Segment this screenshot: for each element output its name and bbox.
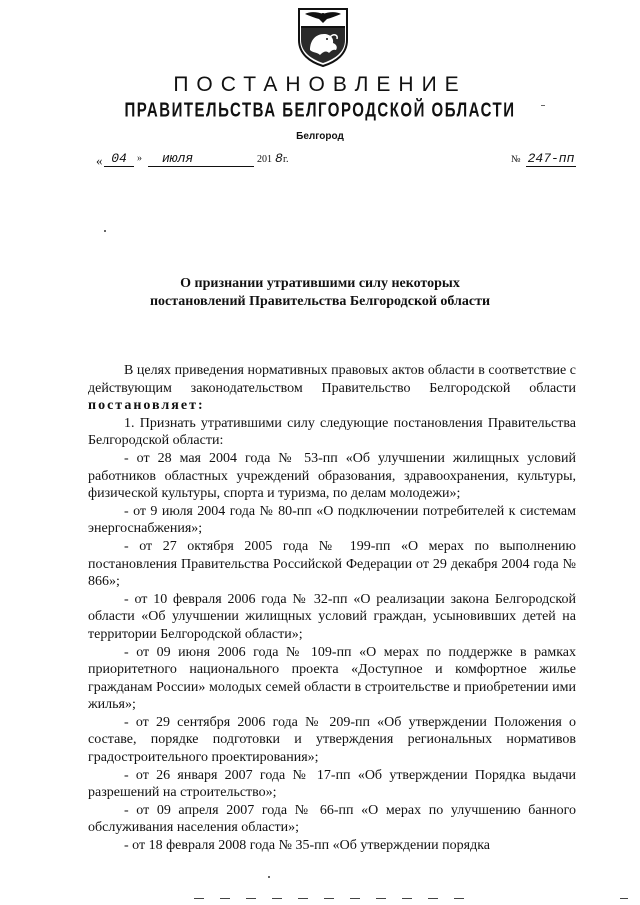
year-digit: 8 [275,151,283,166]
open-quote: « [96,153,103,168]
year-suffix: г. [283,154,289,165]
scan-mark [541,105,545,106]
date-month: июля [148,151,254,167]
date-line [96,151,576,171]
decree-word: постановляет [88,398,198,414]
issuer-title: ПРАВИТЕЛЬСТВА БЕЛГОРОДСКОЙ ОБЛАСТИ [124,99,516,122]
subject-line-2: постановлений Правительства Белгородской области [149,294,491,309]
list-item: - от 26 января 2007 года № 17-пп «Об утверждении Порядка выдачи разрешений на строительство»; [88,767,576,801]
document-number: 247-пп [527,151,575,166]
list-item: - от 28 мая 2004 года № 53-пп «Об улучшении жилищных условий работников областных учреждений образования, здравоохранения, культуры, физической культуры, спорта и туризма, по делам молодежи»; [88,450,576,502]
list-item: - от 18 февраля 2008 года № 35-пп «Об утверждении порядка [124,838,491,854]
footer-line [0,893,640,905]
list-item: - от 27 октября 2005 года № 199-пп «О мерах по выполнению постановления Правительства Российской Федерации от 29 декабря 2004 года № 866»; [88,538,576,590]
list-item: - от 9 июля 2004 года № 80-пп «О подключении потребителей к системам энергоснабжения»; [88,503,576,537]
close-quote: » [137,153,142,164]
year-prefix: 201 [257,154,272,165]
subject-line-1: О признании утратившими силу некоторых [180,276,460,291]
list-item: - от 09 июня 2006 года № 109-пп «О мерах по поддержке в рамках приоритетного национального проекта «Доступное и комфортное жилье гражданам России» молодых семей области в строительстве и приобретении ими жилья»; [88,644,576,713]
coat-of-arms-emblem [296,6,350,68]
scan-mark [268,876,270,878]
intro-text: В целях приведения нормативных правовых актов области в соответствие с действующим законодательством Правительство Белгородской области [88,363,576,396]
document-subject [60,275,580,311]
city-label: Белгород [296,131,344,142]
document-body [88,362,576,855]
decree-colon: : [197,398,205,414]
document-type-title: ПОСТАНОВЛЕНИЕ [173,73,467,96]
item-1-paragraph: 1. Признать утратившими силу следующие постановления Правительства Белгородской области: [88,415,576,449]
list-item: - от 10 февраля 2006 года № 32-пп «О реализации закона Белгородской области «Об улучшении жилищных условий граждан, усыновивших детей на территории Белгородской области»; [88,591,576,642]
list-item: - от 29 сентября 2006 года № 209-пп «Об утверждении Положения о составе, порядке подготовки и утверждения региональных нормативов градостроительного проектирования»; [88,714,576,766]
date-day: 04 [104,151,134,167]
scan-mark [104,230,106,232]
number-label: № [511,154,521,165]
intro-paragraph [88,362,576,415]
list-item: - от 09 апреля 2007 года № 66-пп «О мерах по улучшению банного обслуживания населения области»; [88,802,576,836]
